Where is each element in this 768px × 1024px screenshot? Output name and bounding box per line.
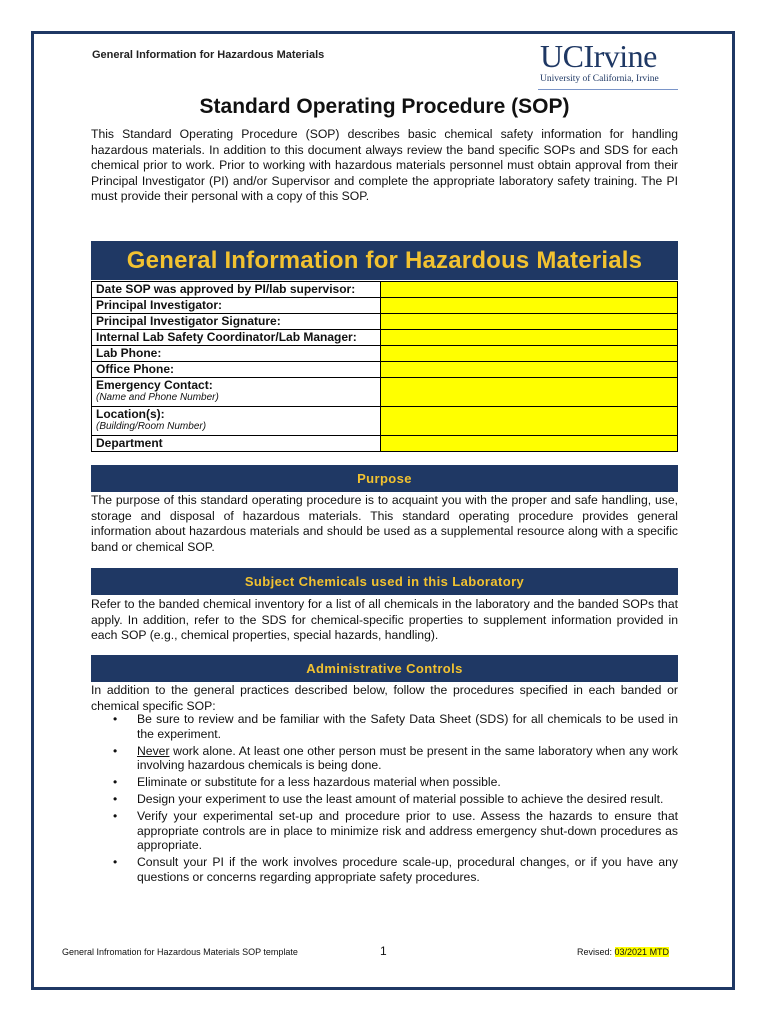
intro-paragraph: This Standard Operating Procedure (SOP) describes basic chemical safety information for handling hazardous materials. In addition to this document always review the band specific SOPs and SDS for each chemical prior to work. Prior to working with hazardous materials personnel must obtain approval from their Principal Investigator (PI) and/or Supervisor and complete the appropriate laboratory safety training. The PI must provide their personal with a copy of this SOP. [91, 127, 678, 204]
footer-template-name: General Infromation for Hazardous Materials SOP template [62, 947, 298, 957]
table-row [92, 346, 678, 362]
subject-chemicals-banner: Subject Chemicals used in this Laboratory [91, 568, 678, 595]
approval-date-field[interactable] [381, 282, 678, 298]
pi-name-field[interactable] [381, 298, 678, 314]
row-label-hint: (Name and Phone Number) [96, 392, 219, 403]
department-field[interactable] [381, 436, 678, 452]
table-row [92, 378, 678, 407]
row-label-text: Emergency Contact: [96, 378, 213, 392]
table-row [92, 314, 678, 330]
row-label: Principal Investigator: [92, 298, 381, 314]
row-label: Principal Investigator Signature: [92, 314, 381, 330]
list-item: • Consult your PI if the work involves procedure scale-up, procedural changes, or if you have any questions or concerns regarding appropriate safety procedures. [91, 855, 678, 885]
revised-label: Revised: [577, 947, 615, 957]
list-item: • Verify your experimental set-up and procedure prior to use. Assess the hazards to ensure that appropriate controls are in place to minimize risk and address emergency shut-down procedures as appropriate. [91, 809, 678, 853]
row-label-text: Location(s): [96, 407, 165, 421]
purpose-paragraph: The purpose of this standard operating procedure is to acquaint you with the proper and safe handling, use, storage and disposal of hazardous materials. This standard operating procedure provides general information about hazardous materials and should be used as a supplemental resource along with a specific band or chemical SOP. [91, 493, 678, 554]
row-label: Department [92, 436, 381, 452]
logo-subtitle: University of California, Irvine [540, 74, 659, 84]
uci-logo [540, 40, 665, 92]
info-banner: General Information for Hazardous Materials [91, 241, 678, 280]
row-label-hint: (Building/Room Number) [96, 421, 207, 432]
table-row [92, 407, 678, 436]
footer-revised [577, 947, 669, 957]
lab-manager-field[interactable] [381, 330, 678, 346]
row-label: Office Phone: [92, 362, 381, 378]
purpose-banner: Purpose [91, 465, 678, 492]
row-label: Internal Lab Safety Coordinator/Lab Manager: [92, 330, 381, 346]
location-field[interactable] [381, 407, 678, 436]
revised-date: 03/2021 MTD [614, 947, 670, 957]
admin-controls-banner: Administrative Controls [91, 655, 678, 682]
office-phone-field[interactable] [381, 362, 678, 378]
emergency-contact-field[interactable] [381, 378, 678, 407]
info-table [91, 281, 678, 452]
row-label: Lab Phone: [92, 346, 381, 362]
admin-controls-list [91, 712, 678, 887]
list-item: • Design your experiment to use the least amount of material possible to achieve the desired result. [91, 792, 678, 807]
emphasis-never: Never [137, 743, 170, 758]
row-label [92, 407, 381, 436]
list-item: • Never work alone. At least one other person must be present in the same laboratory when any work involving hazardous chemicals is being done. [91, 744, 678, 774]
logo-wordmark: UCIrvine [540, 38, 657, 74]
table-row [92, 282, 678, 298]
table-row [92, 362, 678, 378]
admin-controls-intro: In addition to the general practices described below, follow the procedures specified in each banded or chemical specific SOP: [91, 683, 678, 713]
row-label [92, 378, 381, 407]
lab-phone-field[interactable] [381, 346, 678, 362]
page-title: Standard Operating Procedure (SOP) [199, 95, 570, 118]
table-row [92, 436, 678, 452]
row-label: Date SOP was approved by PI/lab supervisor: [92, 282, 381, 298]
header-divider [538, 89, 678, 90]
table-row [92, 330, 678, 346]
subject-chemicals-paragraph: Refer to the banded chemical inventory for a list of all chemicals in the laboratory and the banded SOPs that apply. In addition, refer to the SDS for chemical-specific properties to supplement information provided in each SOP (e.g., chemical properties, special hazards, handling). [91, 597, 678, 643]
page-number: 1 [380, 944, 387, 958]
header-title: General Information for Hazardous Materials [92, 49, 325, 61]
list-item: • Eliminate or substitute for a less hazardous material when possible. [91, 775, 678, 790]
pi-signature-field[interactable] [381, 314, 678, 330]
list-item: • Be sure to review and be familiar with the Safety Data Sheet (SDS) for all chemicals to be used in the experiment. [91, 712, 678, 742]
table-row [92, 298, 678, 314]
